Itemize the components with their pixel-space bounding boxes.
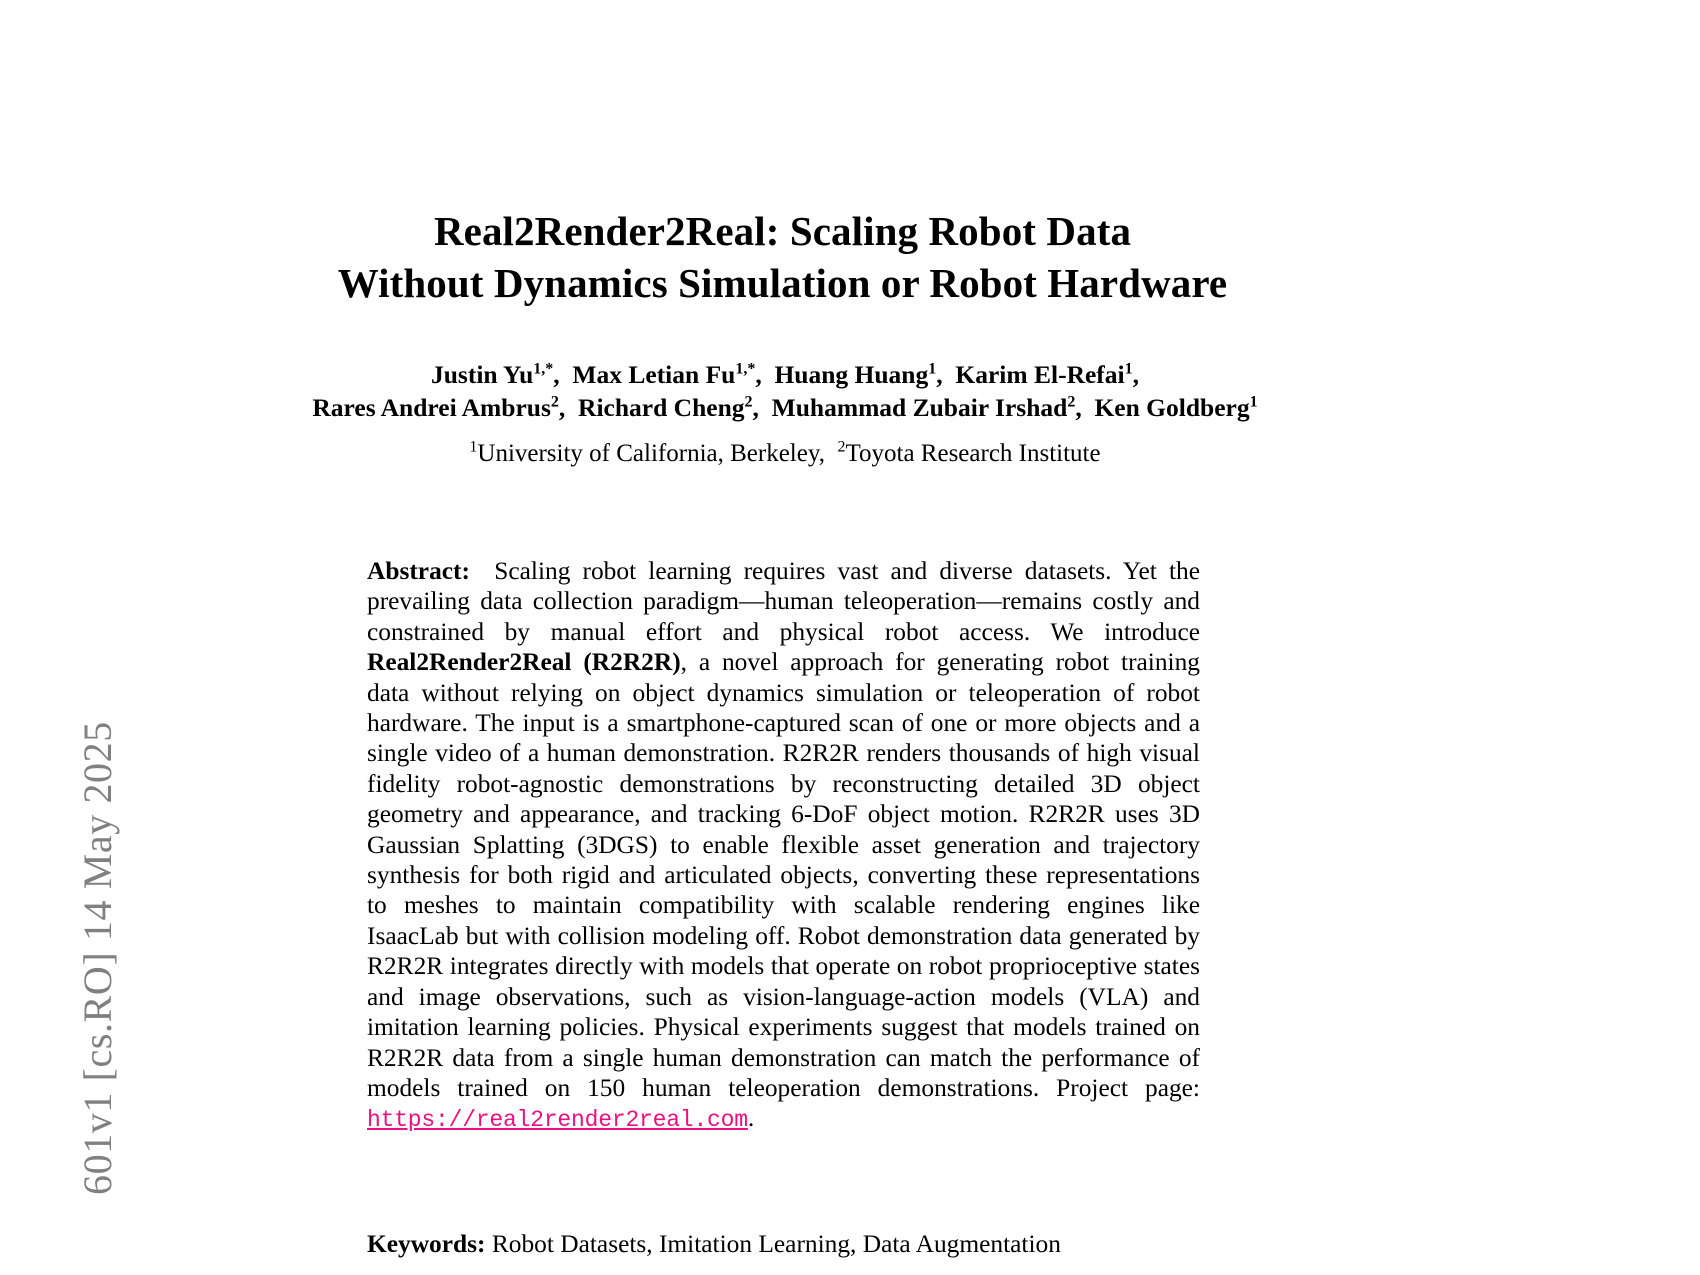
author-affiliation-marker: 1 xyxy=(928,360,937,378)
paper-title-line-1: Real2Render2Real: Scaling Robot Data xyxy=(433,208,1132,254)
author-line-2: Rares Andrei Ambrus$^2$, Richard Cheng$^2$, Muhammad Zubair Irshad$^2$, Ken Goldberg$^1$ xyxy=(312,393,1258,422)
author-name: Muhammad Zubair Irshad xyxy=(771,393,1068,422)
author-affiliation-marker: 2 xyxy=(744,393,753,411)
author-affiliation-marker: 2 xyxy=(1067,393,1076,411)
author-name: Max Letian Fu xyxy=(572,360,736,389)
affiliation-list xyxy=(230,437,1340,471)
paper-title-line-2: Without Dynamics Simulation or Robot Hardware xyxy=(337,260,1228,306)
affiliation-name: Toyota Research Institute xyxy=(845,440,1101,467)
author-affiliation-marker: 1 xyxy=(1124,360,1133,378)
author-name: Richard Cheng xyxy=(578,393,745,422)
author-name: Huang Huang xyxy=(774,360,929,389)
author-name: Ken Goldberg xyxy=(1094,393,1250,422)
author-affiliation-marker: 2 xyxy=(550,393,559,411)
affiliation-marker: 1 xyxy=(469,438,478,456)
project-page-link[interactable]: https://real2render2real.com xyxy=(367,1107,748,1134)
arxiv-identifier-stamp: 601v1 [cs.RO] 14 May 2025 xyxy=(75,721,120,1195)
affiliation-name: University of California, Berkeley, xyxy=(477,440,825,467)
affiliation-marker: 2 xyxy=(837,438,846,456)
keywords-section xyxy=(367,1228,1200,1260)
page-title xyxy=(260,205,1305,309)
author-affiliation-marker: 1,* xyxy=(735,360,756,378)
author-affiliation-marker: 1 xyxy=(1249,393,1258,411)
title-block xyxy=(260,205,1305,309)
abstract-part-2: , a novel approach for generating robot training data without relying on object dynamics simulation or teleoperation of robot hardware. The input is a smartphone-captured scan of one or more objects and a single video of a human demonstration. R2R2R renders thousands of high visual fidelity robot-agnostic demonstrations by reconstructing detailed 3D object geometry and appearance, and tracking 6-DoF object motion. R2R2R uses 3D Gaussian Splatting (3DGS) to enable flexible asset generation and trajectory synthesis for both rigid and articulated objects, converting these representations to meshes to maintain compatibility with scalable rendering engines like IsaacLab but with collision modeling off. Robot demonstration data generated by R2R2R integrates directly with models that operate on robot proprioceptive states and image observations, such as vision-language-action models (VLA) and imitation learning policies. Physical experiments suggest that models trained on R2R2R data from a single human demonstration can match the performance of models trained on 150 human teleoperation demonstrations. Project page: xyxy=(367,648,1200,1102)
author-list xyxy=(230,358,1340,424)
abstract-bold-term: Real2Render2Real (R2R2R) xyxy=(367,648,681,677)
author-line-1: Justin $Yu^{1,*}$, Max Letian $Fu^{1,*}$, Huang Huang$^1$, Karim El-Refai$^1$, xyxy=(430,360,1139,389)
abstract-label: Abstract: xyxy=(367,557,470,585)
author-name: Karim El-Refai xyxy=(955,360,1125,389)
author-name: Justin Yu xyxy=(430,360,534,389)
abstract-text xyxy=(367,556,1200,1136)
abstract-part-3: . xyxy=(747,1104,755,1133)
author-affiliation-marker: 1,* xyxy=(533,360,554,378)
keywords-label: Keywords: xyxy=(367,1230,486,1258)
abstract-part-1: Scaling robot learning requires vast and diverse datasets. Yet the prevailing data collection paradigm—human teleoperation—remains costly and constrained by manual effort and physical robot access. We introduce xyxy=(367,557,1200,646)
abstract-section xyxy=(367,556,1200,1136)
author-name: Rares Andrei Ambrus xyxy=(312,393,551,422)
keywords-value: Robot Datasets, Imitation Learning, Data Augmentation xyxy=(491,1230,1061,1258)
